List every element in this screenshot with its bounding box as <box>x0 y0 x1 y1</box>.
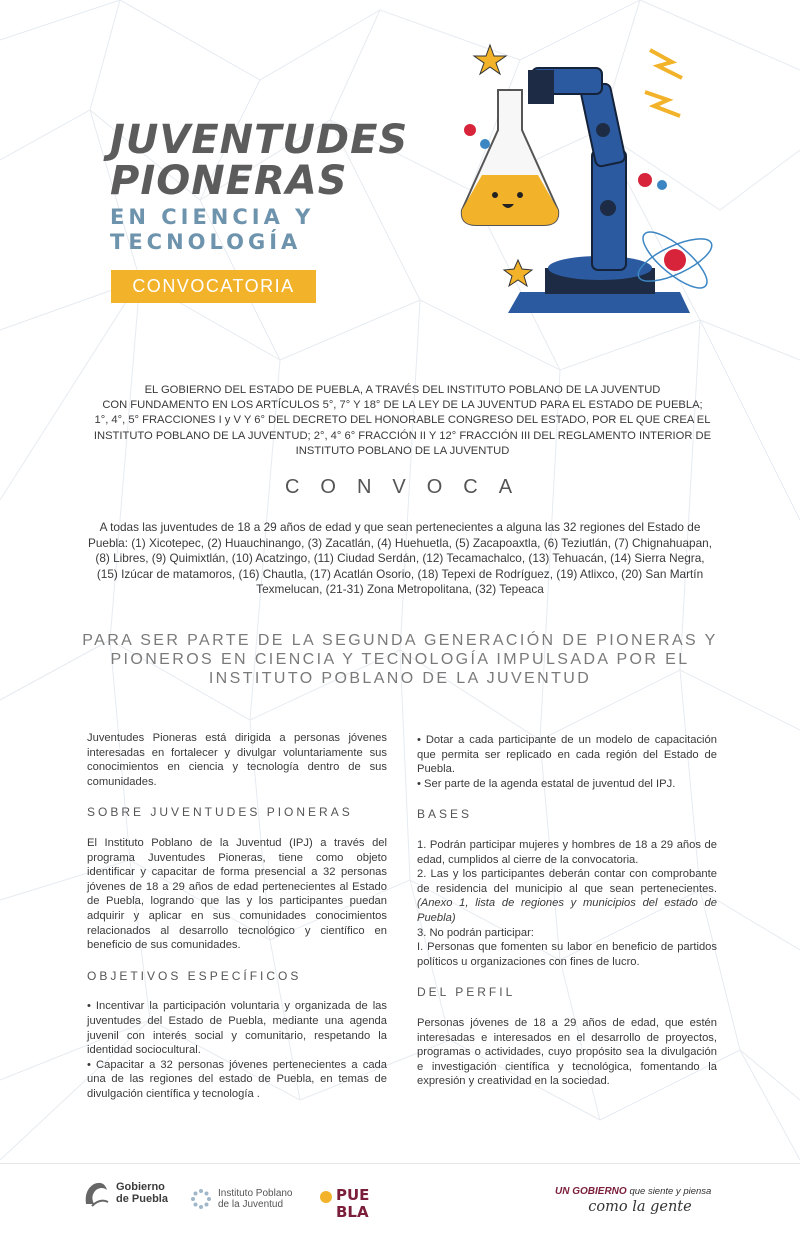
about-paragraph: El Instituto Poblano de la Juventud (IPJ) a través del programa Juventudes Pioneras, tiene como objeto identificar y capacitar de forma presencial a 32 personas jóvenes de 18 a 29 años de edad pertenecientes al Estado de Puebla, logrando que las y los participantes puedan adquirir y aplicar en sus comunidades conocimientos relacionados al desarrollo tecnológico y científico en beneficio de sus comunidades. <box>87 836 387 952</box>
ipj-emblem-icon <box>190 1188 212 1210</box>
base-subitem: I. Personas que fomenten su labor en beneficio de partidos políticos u organizaciones con fines de lucro. <box>417 941 717 968</box>
right-column <box>417 733 717 1089</box>
ipj-logo-line: Instituto Poblano <box>218 1188 293 1199</box>
objectives-heading: OBJETIVOS ESPECÍFICOS <box>87 968 302 983</box>
slogan-bold: UN GOBIERNO <box>555 1186 627 1197</box>
legal-header-line: 1°, 4°, 5° FRACCIONES I y V Y 6° DEL DECRETO DEL HONORABLE CONGRESO DEL ESTADO, POR EL QUE CREA EL <box>94 414 711 427</box>
convoca-heading: CONVOCA <box>284 476 534 498</box>
profile-paragraph: Personas jóvenes de 18 a 29 años de edad, que estén interesadas e interesados en el desarrollo de proyectos, programas o actividades, cuyo propósito sea la divulgación e investigación científica y tecnológica, fomentando la expresión y creatividad en la sociedad. <box>417 1016 717 1088</box>
title-line-2: PIONERAS <box>110 158 348 204</box>
base-item-text: 2. Las y los participantes deberán contar con comprobante de residencia del municipio al que sean pertenecientes. <box>417 868 717 895</box>
subtitle-line-2: TECNOLOGÍA <box>110 230 302 254</box>
star-icon <box>474 45 506 74</box>
bases-heading: BASES <box>417 807 473 822</box>
legal-header <box>80 383 725 459</box>
slogan-line-2: como la gente <box>588 1199 692 1215</box>
left-column <box>87 731 387 1101</box>
objective-item: • Ser parte de la agenda estatal de juventud del IPJ. <box>417 777 676 790</box>
purpose-heading: PARA SER PARTE DE LA SEGUNDA GENERACIÓN DE PIONERAS Y PIONEROS EN CIENCIA Y TECNOLOGÍA IMPULSADA POR EL INSTITUTO POBLANO DE LA JUVENTUD <box>82 632 718 687</box>
subtitle-line-1: EN CIENCIA Y <box>110 205 315 229</box>
gobierno-puebla-logo <box>82 1178 168 1208</box>
about-heading: SOBRE JUVENTUDES PIONERAS <box>87 805 353 820</box>
slogan-small: que siente y piensa <box>629 1186 712 1197</box>
slogan <box>555 1186 725 1215</box>
ipj-logo <box>190 1188 293 1210</box>
robot-arm-illustration <box>440 30 730 330</box>
puebla-emblem-icon <box>82 1178 110 1208</box>
lightning-icon <box>645 92 680 116</box>
footer-divider <box>0 1163 800 1164</box>
objective-item: • Dotar a cada participante de un modelo de capacitación que permita ser replicado en cada región del Estado de Puebla. <box>417 734 717 776</box>
legal-header-line: CON FUNDAMENTO EN LOS ARTÍCULOS 5°, 7° Y 18° DE LA LEY DE LA JUVENTUD PARA EL ESTADO DE PUEBLA; <box>102 399 703 412</box>
legal-header-line: INSTITUTO POBLANO DE LA JUVENTUD <box>295 444 510 457</box>
legal-header-line: INSTITUTO POBLANO DE LA JUVENTUD; 2°, 4° 6° FRACCIÓN II Y 12° FRACCIÓN III DEL REGLAMENTO INTERIOR DE <box>93 429 712 442</box>
profile-heading: DEL PERFIL <box>417 985 516 1000</box>
gobierno-logo-line: de Puebla <box>116 1193 168 1205</box>
intro-paragraph: Juventudes Pioneras está dirigida a personas jóvenes interesadas en fortalecer y divulgar voluntariamente sus conocimientos en ciencia y tecnología dentro de sus comunidades. <box>87 732 387 788</box>
legal-header-line: EL GOBIERNO DEL ESTADO DE PUEBLA, A TRAVÉS DEL INSTITUTO POBLANO DE LA JUVENTUD <box>144 384 661 396</box>
objective-item: • Capacitar a 32 personas jóvenes pertenecientes a cada una de las regiones del estado de Puebla, en temas de divulgación científica y tecnología . <box>87 1058 387 1100</box>
base-item: 3. No podrán participar: <box>417 926 534 939</box>
puebla-logo-bottom: BLA <box>336 1203 369 1221</box>
objective-item: • Incentivar la participación voluntaria y organizada de las juventudes del Estado de Puebla, mediante una agenda juvenil con interés social y comunitario, respetando la identidad sociocultural. <box>87 1000 387 1057</box>
base-item-note: (Anexo 1, lista de regiones y municipios del estado de Puebla) <box>417 897 717 924</box>
star-icon <box>504 260 532 286</box>
puebla-brand-logo <box>316 1183 376 1221</box>
ipj-logo-line: de la Juventud <box>218 1199 284 1210</box>
puebla-logo-top: PUE <box>336 1186 370 1204</box>
base-item: 1. Podrán participar mujeres y hombres de 18 a 29 años de edad, cumplidos al cierre de la convocatoria. <box>417 838 717 866</box>
gobierno-logo-line: Gobierno <box>116 1181 165 1193</box>
base-item <box>417 867 717 925</box>
audience-paragraph: A todas las juventudes de 18 a 29 años de edad y que sean pertenecientes a alguna las 32 regiones del Estado de Puebla: (1) Xicotepec, (2) Huauchinango, (3) Zacatlán, (4) Huehuetla, (5) Zacapoaxtla, (6) Teziutlán, (7) Chignahuapan, (8) Libres, (9) Quimixtlán, (10) Acatzingo, (11) Ciudad Serdán, (12) Tecamachalco, (13) Tehuacán, (14) Sierra Negra, (15) Izúcar de matamoros, (16) Chautla, (17) Acatlán Osorio, (18) Tepexi de Rodríguez, (19) Atlixco, (20) San Martín Texmelucan, (21-31) Zona Metropolitana, (32) Tepeaca <box>87 520 713 597</box>
convocatoria-badge: CONVOCATORIA <box>111 270 316 303</box>
lightning-icon <box>650 50 682 78</box>
title-line-1: JUVENTUDES <box>110 117 409 163</box>
